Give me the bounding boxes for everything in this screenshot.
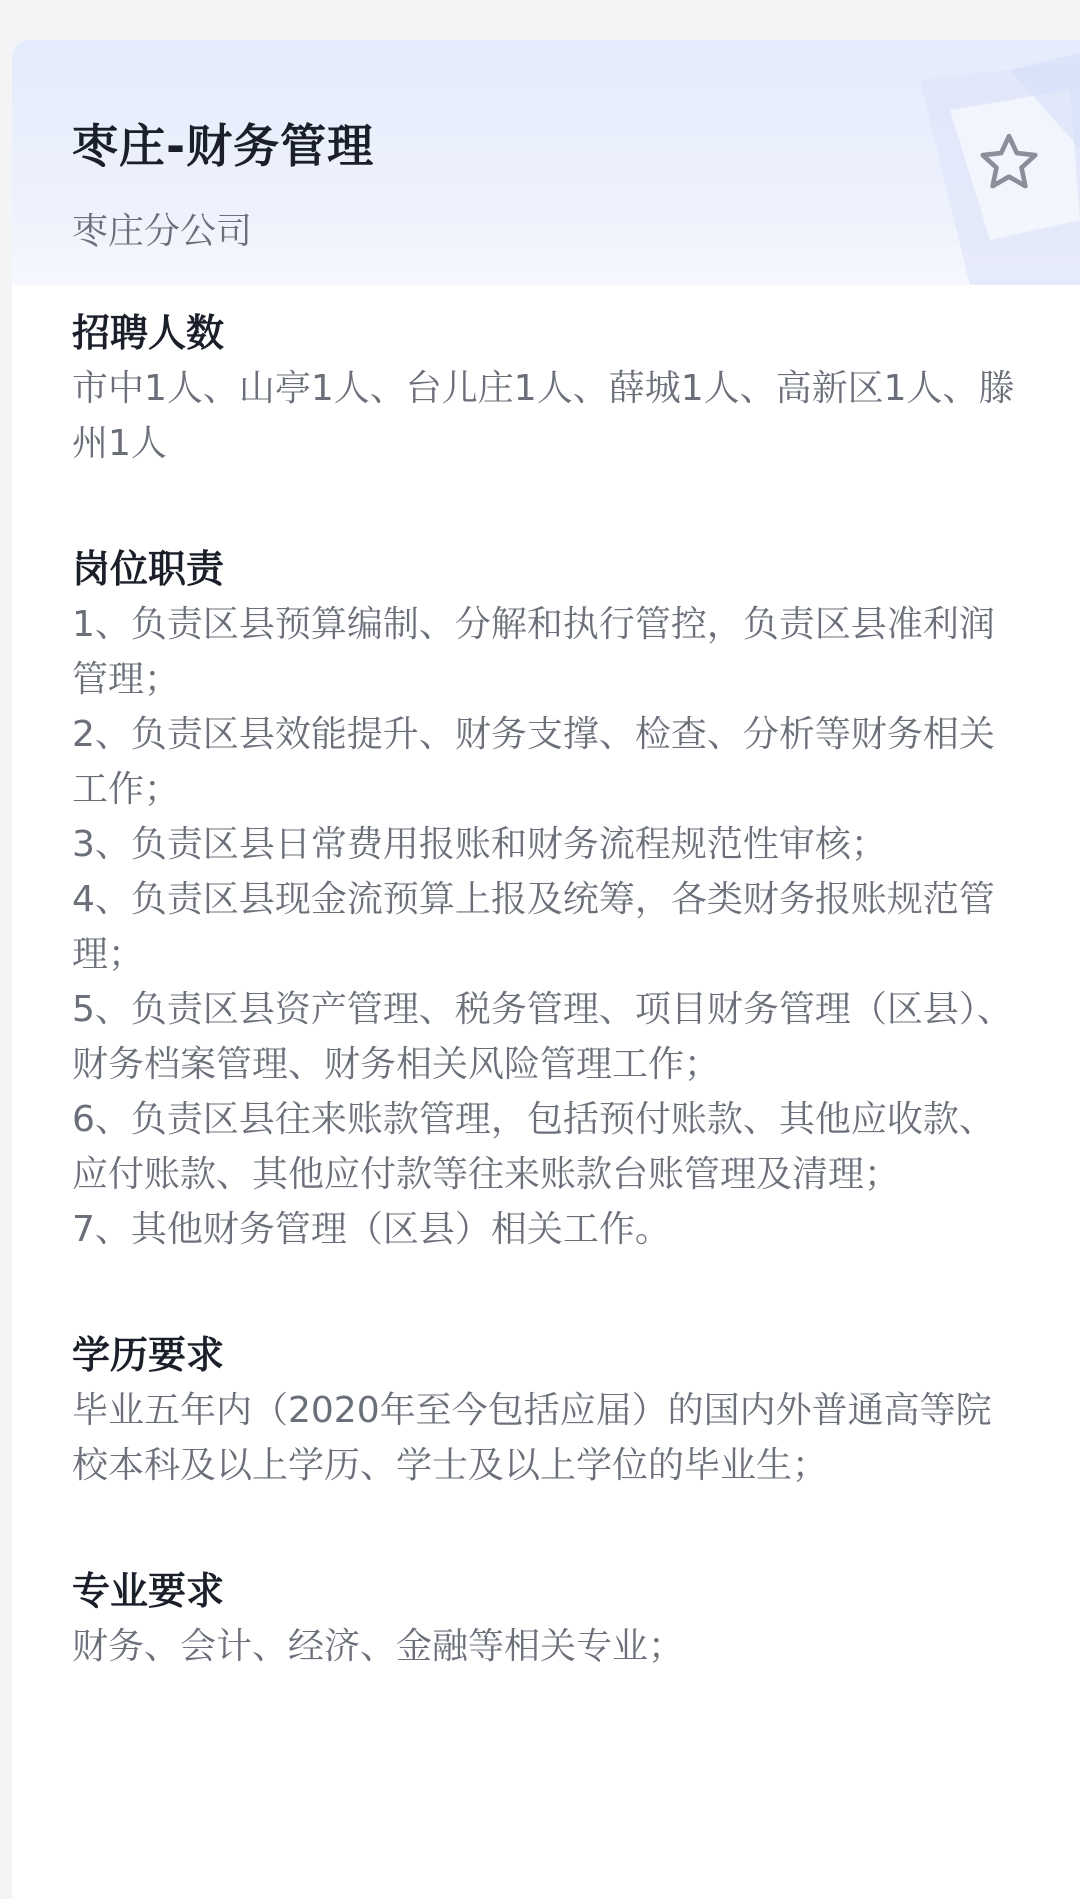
major-text: 财务、会计、经济、金融等相关专业； bbox=[72, 1626, 685, 1667]
favorite-button[interactable] bbox=[974, 128, 1044, 198]
duty-item: 7、其他财务管理（区县）相关工作。 bbox=[72, 1209, 671, 1250]
duty-item: 4、负责区县现金流预算上报及统筹，各类财务报账规范管理； bbox=[72, 879, 995, 975]
job-detail-card bbox=[12, 40, 1080, 1899]
section-headcount bbox=[72, 285, 1022, 471]
section-major bbox=[72, 1563, 1022, 1674]
section-title-headcount: 招聘人数 bbox=[72, 311, 225, 355]
section-duties bbox=[72, 541, 1022, 1257]
headcount-text: 市中1人、山亭1人、台儿庄1人、薛城1人、高新区1人、滕州1人 bbox=[72, 368, 1015, 464]
duty-item: 6、负责区县往来账款管理，包括预付账款、其他应收款、应付账款、其他应付款等往来账款台账管理及清理； bbox=[72, 1099, 995, 1195]
job-content bbox=[12, 285, 1080, 1674]
duty-item: 3、负责区县日常费用报账和财务流程规范性审核； bbox=[72, 824, 887, 865]
section-title-major: 专业要求 bbox=[72, 1569, 225, 1613]
duty-item: 2、负责区县效能提升、财务支撑、检查、分析等财务相关工作； bbox=[72, 714, 995, 810]
star-outline-icon bbox=[974, 128, 1044, 198]
section-title-duties: 岗位职责 bbox=[72, 547, 225, 591]
section-title-education: 学历要求 bbox=[72, 1333, 225, 1377]
education-text: 毕业五年内（2020年至今包括应届）的国内外普通高等院校本科及以上学历、学士及以上学位的毕业生； bbox=[72, 1390, 992, 1486]
section-education bbox=[72, 1327, 1022, 1493]
company-name: 枣庄分公司 bbox=[72, 211, 253, 252]
duties-list bbox=[72, 597, 1022, 1257]
job-title: 枣庄-财务管理 bbox=[72, 119, 375, 173]
duty-item: 1、负责区县预算编制、分解和执行管控，负责区县准利润管理； bbox=[72, 604, 995, 700]
duty-item: 5、负责区县资产管理、税务管理、项目财务管理（区县）、财务档案管理、财务相关风险管理工作； bbox=[72, 989, 1013, 1085]
job-header bbox=[12, 40, 1080, 285]
